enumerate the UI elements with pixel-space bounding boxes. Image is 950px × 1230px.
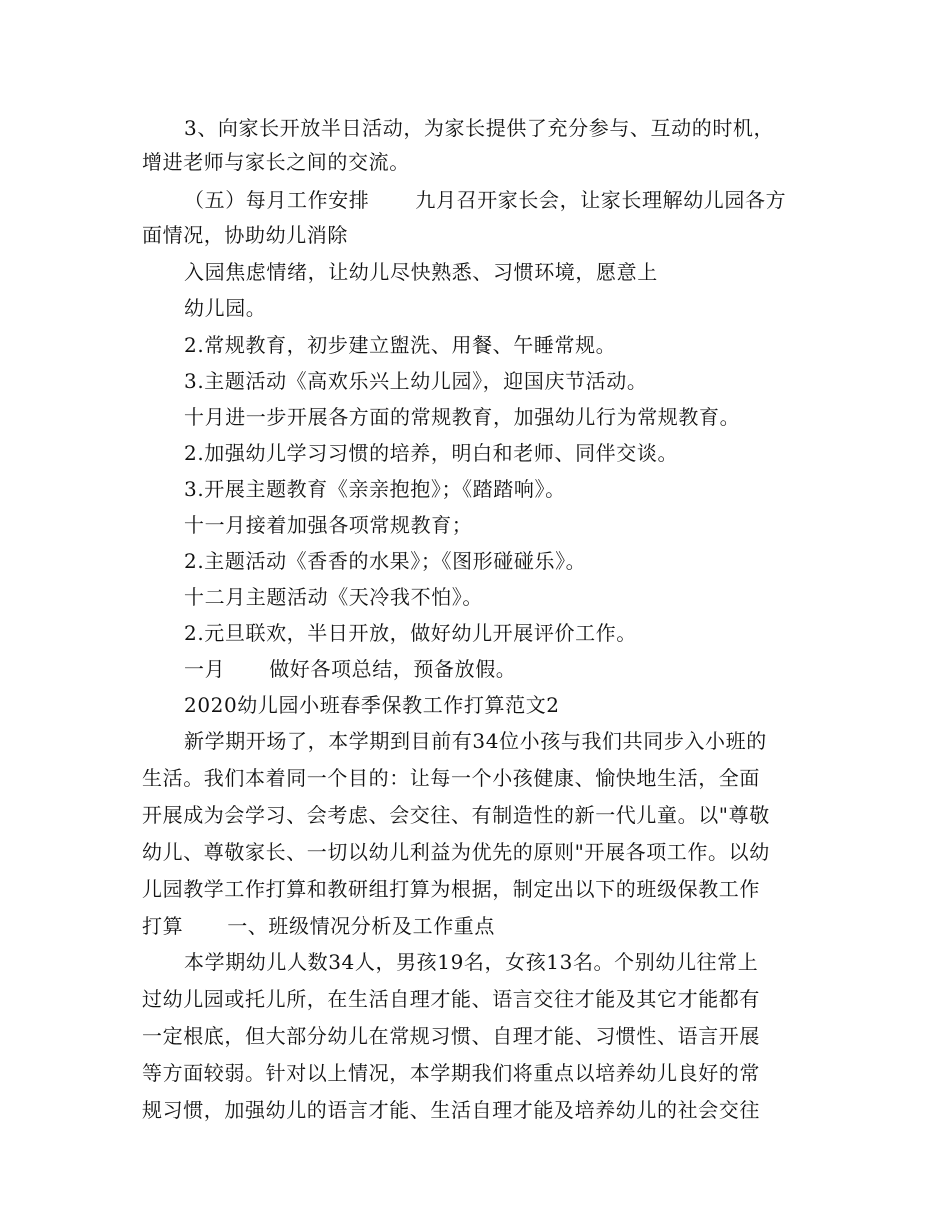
text-line: 新学期开场了，本学期到目前有34位小孩与我们共同步入小班的 [184,729,767,753]
list-item: 3.主题活动《高欢乐兴上幼儿园》，迎国庆节活动。 [184,369,648,393]
text-line: 十一月接着加强各项常规教育； [184,513,473,537]
text-line: 过幼儿园或托儿所，在生活自理才能、语言交往才能及其它才能都有 [142,987,760,1011]
section-heading: 一、班级情况分析及工作重点 [227,914,496,938]
text-line: 规习惯，加强幼儿的语言才能、生活自理才能及培养幼儿的社会交往 [142,1098,760,1122]
text-line: 开展成为会学习、会考虑、会交往、有制造性的新一代儿童。以"尊敬 [142,803,770,827]
section-heading-line [184,184,786,216]
section-heading-line [142,910,495,942]
text-line: 十二月主题活动《天冷我不怕》。 [184,585,483,609]
text-line: 面情况，协助幼儿消除 [142,223,348,247]
text-segment: 九月召开家长会，让家长理解幼儿园各方 [415,188,787,212]
text-line: 本学期幼儿人数34人，男孩19名，女孩13名。个别幼儿往常上 [184,950,759,974]
text-line: 等方面较弱。针对以上情况，本学期我们将重点以培养幼儿良好的常 [142,1061,760,1085]
text-line: 生活。我们本着同一个目的：让每一个小孩健康、愉快地生活，全面 [142,766,760,790]
list-item: 2.加强幼儿学习习惯的培养，明白和老师、同伴交谈。 [184,441,679,465]
text-line: 幼儿园。 [184,296,267,320]
document-title: 2020幼儿园小班春季保教工作打算范文2 [184,693,560,717]
text-segment: 打算 [142,914,184,938]
text-line: 增进老师与家长之间的交流。 [142,150,410,174]
text-line: 入园焦虑情绪，让幼儿尽快熟悉、习惯环境，愿意上 [184,260,658,284]
text-line: 儿园教学工作打算和教研组打算为根据，制定出以下的班级保教工作 [142,877,760,901]
text-line: 十月进一步开展各方面的常规教育，加强幼儿行为常规教育。 [184,405,741,429]
month-label: 一月 [184,657,226,681]
section-heading: （五）每月工作安排 [184,188,370,212]
list-item: 3.开展主题教育《亲亲抱抱》；《踏踏响》。 [184,477,566,501]
month-line [184,653,516,685]
text-line: 3、向家长开放半日活动，为家长提供了充分参与、互动的时机， [184,116,775,140]
text-segment: 做好各项总结，预备放假。 [269,657,517,681]
text-line: 一定根底，但大部分幼儿在常规习惯、自理才能、习惯性、语言开展 [142,1024,760,1048]
list-item: 2.常规教育，初步建立盥洗、用餐、午睡常规。 [184,333,617,357]
list-item: 2.主题活动《香香的水果》；《图形碰碰乐》。 [184,549,587,573]
list-item: 2.元旦联欢，半日开放，做好幼儿开展评价工作。 [184,621,637,645]
text-line: 幼儿、尊敬家长、一切以幼儿利益为优先的原则"开展各项工作。以幼 [142,840,770,864]
